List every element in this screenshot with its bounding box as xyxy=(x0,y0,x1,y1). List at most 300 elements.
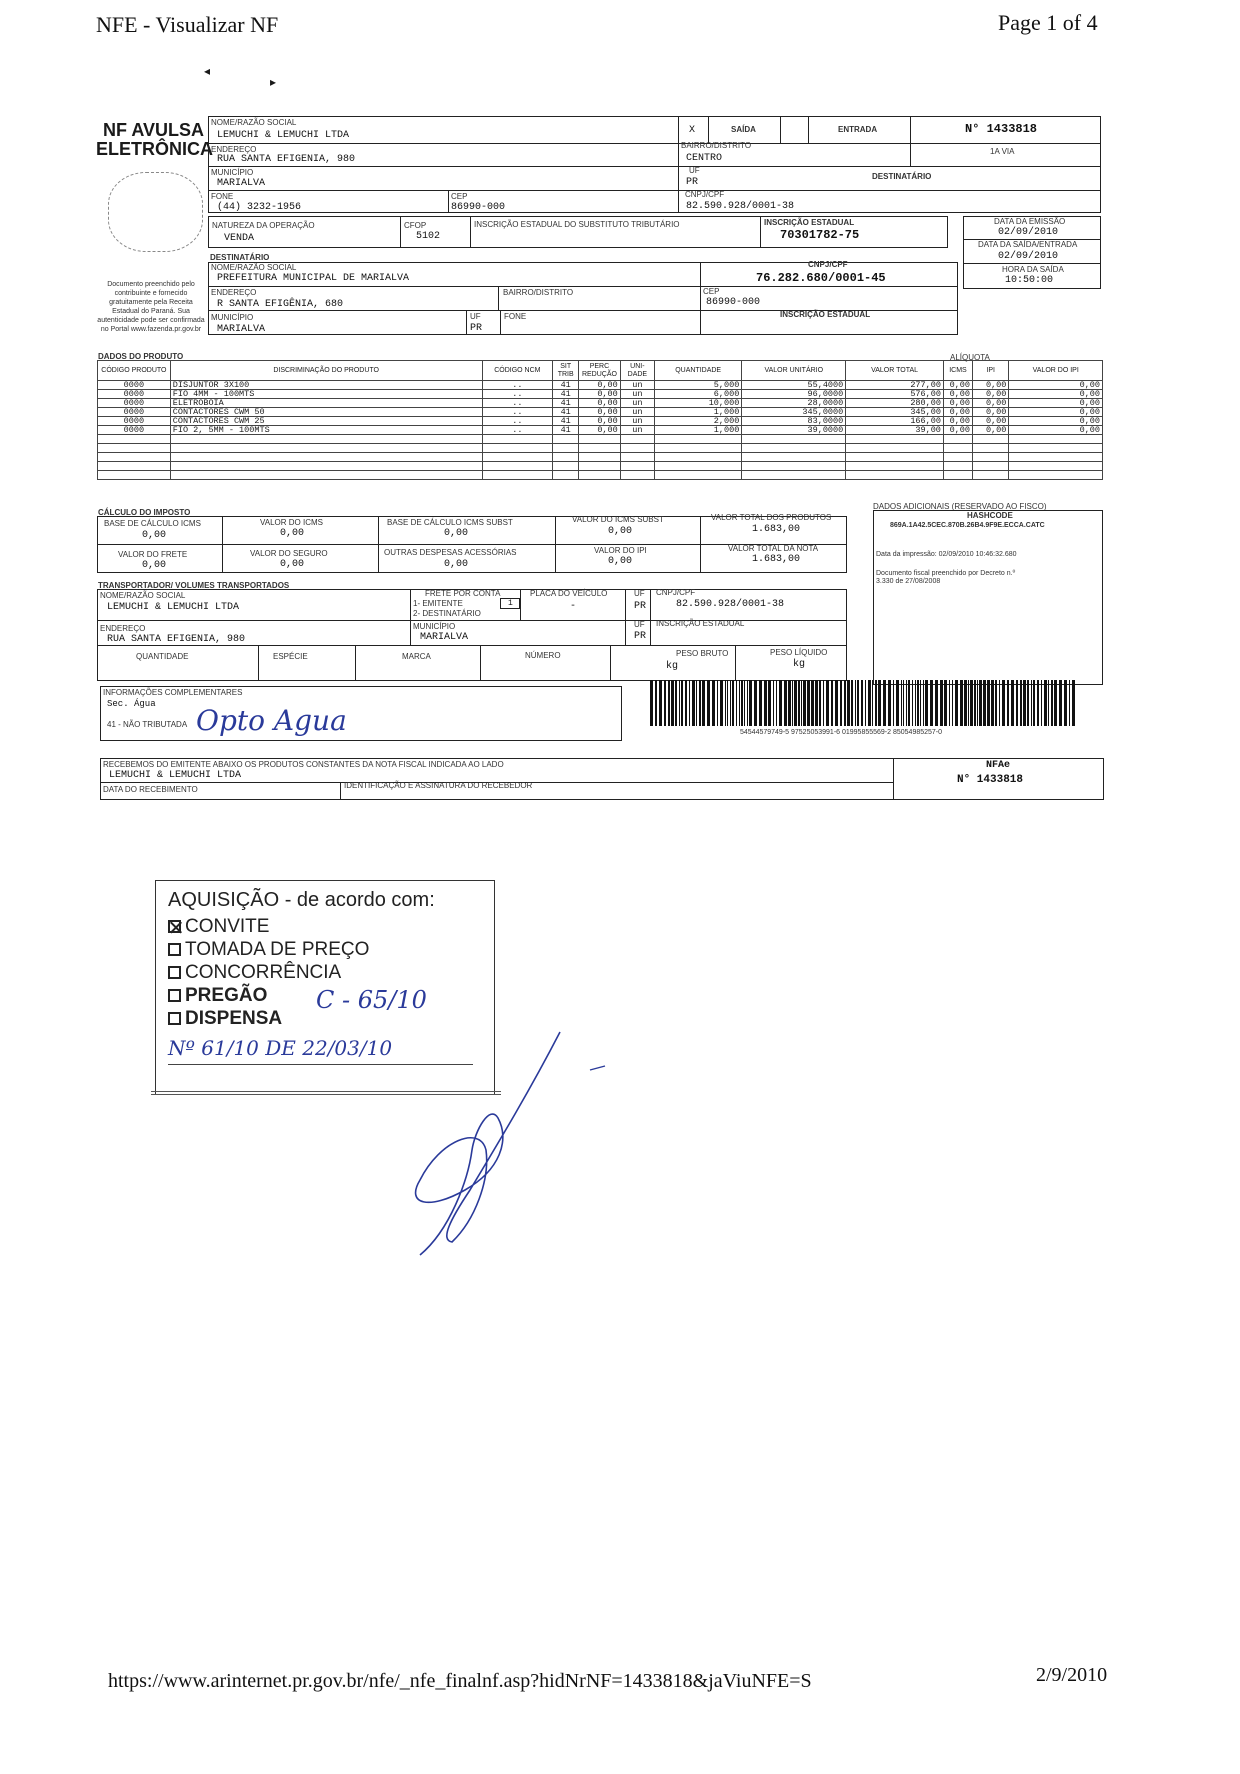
cell-desc: CONTACTORES CWM 25 xyxy=(170,417,482,426)
emitente-municipio: MARIALVA xyxy=(217,178,266,189)
valor-seguro: 0,00 xyxy=(280,559,305,570)
empty-row xyxy=(98,435,1103,444)
operacao-ie: 70301782-75 xyxy=(780,228,860,242)
cell-codigo: 0000 xyxy=(98,399,171,408)
cell-un: un xyxy=(620,417,654,426)
barcode-bar xyxy=(1069,680,1070,726)
cell-perc: 0,00 xyxy=(579,381,621,390)
calculo-imposto-title: CÁLCULO DO IMPOSTO xyxy=(98,508,191,517)
barcode-bar xyxy=(699,680,701,726)
dados-produto-title: DADOS DO PRODUTO xyxy=(98,352,184,361)
barcode-bar xyxy=(773,680,774,726)
label-transp-uf2: UF xyxy=(634,620,645,629)
barcode-bar xyxy=(930,680,933,726)
empty-row xyxy=(98,453,1103,462)
cell-ncm: .. xyxy=(482,426,553,435)
peso-bruto: kg xyxy=(666,661,679,672)
barcode-bar xyxy=(725,680,726,726)
transportador-title: TRANSPORTADOR/ VOLUMES TRANSPORTADOS xyxy=(98,581,290,590)
cell-vipi: 0,00 xyxy=(1009,381,1103,390)
barcode-bar xyxy=(1016,680,1018,726)
barcode-bar xyxy=(903,680,904,726)
barcode-bar xyxy=(983,680,986,726)
barcode-bar xyxy=(1002,680,1005,726)
barcode-bar xyxy=(681,680,683,726)
decreto-note: Documento fiscal preenchido por Decreto n.º 3.330 de 27/08/2008 xyxy=(876,570,1016,585)
via: 1A VIA xyxy=(990,147,1015,156)
label-cfop: CFOP xyxy=(404,221,427,230)
page-indicator: Page 1 of 4 xyxy=(998,10,1098,35)
barcode-bar xyxy=(987,680,990,726)
label-saida: SAÍDA xyxy=(731,125,756,134)
barcode-bar xyxy=(811,680,814,726)
cell-un: un xyxy=(620,390,654,399)
barcode-bar xyxy=(977,680,978,726)
barcode-bar xyxy=(868,680,871,726)
frete-value: 1 xyxy=(508,599,513,608)
label-base-icms: BASE DE CÁLCULO ICMS xyxy=(104,519,201,528)
barcode-bar xyxy=(720,680,723,726)
label-dest-cep: CEP xyxy=(703,287,720,296)
barcode-bar xyxy=(655,680,657,726)
cell-unit: 39,0000 xyxy=(742,426,846,435)
label-municipio: MUNICÍPIO xyxy=(211,168,254,177)
barcode-bar xyxy=(925,680,928,726)
barcode-bar xyxy=(878,680,881,726)
label-transp-nome: NOME/RAZÃO SOCIAL xyxy=(100,591,186,600)
cell-sit: 41 xyxy=(553,399,579,408)
barcode-bar xyxy=(888,680,891,726)
barcode-bar xyxy=(807,680,810,726)
doc-title-line1: NF AVULSA xyxy=(103,120,204,140)
produtos-header-cell: PERC REDUÇÃO xyxy=(579,361,621,381)
barcode-bar xyxy=(754,680,757,726)
valor-frete: 0,00 xyxy=(142,560,167,571)
cell-un: un xyxy=(620,408,654,417)
label-cnpj: CNPJ/CPF xyxy=(685,190,725,199)
label-data-recebimento: DATA DO RECEBIMENTO xyxy=(103,785,198,794)
barcode-bar xyxy=(883,680,886,726)
barcode-bar xyxy=(1031,680,1032,726)
label-hashcode: HASHCODE xyxy=(967,511,1013,520)
stamp-code: C - 65/10 xyxy=(316,986,427,1014)
barcode-bar xyxy=(875,680,877,726)
stamp-title: AQUISIÇÃO - de acordo com: xyxy=(168,889,435,911)
cell-vipi: 0,00 xyxy=(1009,390,1103,399)
footer-date: 2/9/2010 xyxy=(1036,1664,1108,1686)
cell-desc: CONTACTORES CWM 50 xyxy=(170,408,482,417)
cell-desc: FIO 4MM - 100MTS xyxy=(170,390,482,399)
cell-desc: ELETROBOIA xyxy=(170,399,482,408)
label-frete-conta: FRETE POR CONTA xyxy=(425,589,501,598)
cell-ipi: 0,00 xyxy=(973,417,1009,426)
label-endereco: ENDEREÇO xyxy=(211,145,257,154)
cell-ipi: 0,00 xyxy=(973,390,1009,399)
label-nfae: NFAe xyxy=(986,760,1011,771)
barcode-bar xyxy=(768,680,771,726)
label-transp-uf: UF xyxy=(634,589,645,598)
barcode-bar xyxy=(798,680,800,726)
cell-ncm: .. xyxy=(482,417,553,426)
empty-row xyxy=(98,444,1103,453)
emitente-endereco: RUA SANTA EFIGENIA, 980 xyxy=(217,154,356,165)
cell-unit: 96,0000 xyxy=(742,390,846,399)
emitente-cnpj: 82.590.928/0001-38 xyxy=(686,201,795,212)
barcode-bar xyxy=(776,680,777,726)
cell-icms: 0,00 xyxy=(943,417,972,426)
barcode-bar xyxy=(696,680,697,726)
label-base-subst: BASE DE CÁLCULO ICMS SUBST xyxy=(387,518,513,527)
cell-un: un xyxy=(620,426,654,435)
cell-vipi: 0,00 xyxy=(1009,417,1103,426)
barcode-bar xyxy=(917,680,919,726)
barcode-bar xyxy=(912,680,913,726)
placa: - xyxy=(570,601,577,612)
barcode-bar xyxy=(792,680,793,726)
transp-cnpj: 82.590.928/0001-38 xyxy=(676,599,785,610)
barcode-bar xyxy=(949,680,950,726)
cell-unit: 55,4000 xyxy=(742,381,846,390)
operacao-natureza: VENDA xyxy=(224,233,255,244)
label-transp-endereco: ENDEREÇO xyxy=(100,624,146,633)
label-transp-cnpj: CNPJ/CPF xyxy=(656,588,696,597)
barcode-bar xyxy=(741,680,743,726)
produtos-header-cell: CÓDIGO NCM xyxy=(482,361,553,381)
barcode-bar xyxy=(689,680,690,726)
side-note: Documento preenchido pelo contribuinte e fornecido gratuitamente pela Receita Estadual do Paraná. Sua autenticidade pode ser confirmada no Portal www.fazenda.pr.gov.br xyxy=(97,281,205,333)
barcode-bar xyxy=(1020,680,1022,726)
checkbox-icon xyxy=(168,989,181,1002)
barcode-bar xyxy=(970,680,973,726)
barcode-bar xyxy=(835,680,838,726)
cell-total: 576,00 xyxy=(846,390,944,399)
cell-unit: 83,0000 xyxy=(742,417,846,426)
label-frete: VALOR DO FRETE xyxy=(118,550,188,559)
cell-sit: 41 xyxy=(553,408,579,417)
recibo-numero: N° 1433818 xyxy=(957,774,1024,786)
produtos-header-cell: VALOR UNITÁRIO xyxy=(742,361,846,381)
produtos-header-cell: CÓDIGO PRODUTO xyxy=(98,361,171,381)
doc-title-line2: ELETRÔNICA xyxy=(96,139,213,159)
barcode-bar xyxy=(896,680,899,726)
label-fone: FONE xyxy=(211,192,234,201)
barcode-bar xyxy=(739,680,740,726)
barcode-bar xyxy=(815,680,818,726)
barcode-bar xyxy=(819,680,821,726)
barcode-bar xyxy=(893,680,894,726)
label-total-nota: VALOR TOTAL DA NOTA xyxy=(728,544,819,553)
complementares-line1: Sec. Água xyxy=(107,699,156,709)
recibo-nome: LEMUCHI & LEMUCHI LTDA xyxy=(109,770,242,781)
label-data-emissao: DATA DA EMISSÃO xyxy=(994,217,1066,226)
cell-sit: 41 xyxy=(553,417,579,426)
table-row xyxy=(98,426,1103,435)
cell-perc: 0,00 xyxy=(579,417,621,426)
barcode-bar xyxy=(935,680,938,726)
barcode-bar xyxy=(659,680,662,726)
cell-ncm: .. xyxy=(482,390,553,399)
produtos-header-cell: DISCRIMINAÇÃO DO PRODUTO xyxy=(170,361,482,381)
cell-qtd: 5,000 xyxy=(655,381,742,390)
transp-endereco: RUA SANTA EFIGENIA, 980 xyxy=(107,634,246,645)
emitente-cep: 86990-000 xyxy=(451,202,506,213)
cell-sit: 41 xyxy=(553,426,579,435)
label-entrada: ENTRADA xyxy=(838,125,878,134)
base-icms: 0,00 xyxy=(142,530,167,541)
cell-vipi: 0,00 xyxy=(1009,399,1103,408)
barcode-bar xyxy=(1059,680,1062,726)
cell-ipi: 0,00 xyxy=(973,399,1009,408)
destinatario-municipio: MARIALVA xyxy=(217,324,266,335)
checkbox-icon xyxy=(168,966,181,979)
cell-codigo: 0000 xyxy=(98,426,171,435)
handwritten-note: Opto Agua xyxy=(196,704,347,737)
barcode-bar xyxy=(823,680,824,726)
cell-un: un xyxy=(620,399,654,408)
cell-vipi: 0,00 xyxy=(1009,408,1103,417)
barcode-bar xyxy=(671,680,674,726)
label-hora-saida: HORA DA SAÍDA xyxy=(1002,265,1064,274)
cell-un: un xyxy=(620,381,654,390)
cell-perc: 0,00 xyxy=(579,426,621,435)
barcode-bar xyxy=(1027,680,1029,726)
label-dest-nome: NOME/RAZÃO SOCIAL xyxy=(211,263,297,272)
cell-vipi: 0,00 xyxy=(1009,426,1103,435)
label-dest-municipio: MUNICÍPIO xyxy=(211,313,254,322)
barcode-bar xyxy=(915,680,916,726)
barcode-bar xyxy=(999,680,1000,726)
barcode-bar xyxy=(861,680,863,726)
cell-codigo: 0000 xyxy=(98,390,171,399)
barcode-bar xyxy=(1054,680,1057,726)
barcode-bar xyxy=(801,680,802,726)
barcode-bar xyxy=(1033,680,1035,726)
state-seal-icon xyxy=(108,172,203,252)
barcode-bar xyxy=(908,680,910,726)
barcode-bar xyxy=(784,680,787,726)
label-recebemos: RECEBEMOS DO EMITENTE ABAIXO OS PRODUTOS CONSTANTES DA NOTA FISCAL INDICADA AO LADO xyxy=(103,760,504,769)
cell-sit: 41 xyxy=(553,390,579,399)
cell-total: 277,00 xyxy=(846,381,944,390)
cell-ncm: .. xyxy=(482,408,553,417)
footer-url[interactable]: https://www.arinternet.pr.gov.br/nfe/_nfe_finalnf.asp?hidNrNF=1433818&jaViuNFE=S xyxy=(108,1670,812,1692)
cell-perc: 0,00 xyxy=(579,390,621,399)
barcode-bar xyxy=(865,680,866,726)
produtos-header-cell: UNI-DADE xyxy=(620,361,654,381)
label-valor-icms: VALOR DO ICMS xyxy=(260,518,323,527)
cell-total: 280,00 xyxy=(846,399,944,408)
cell-codigo: 0000 xyxy=(98,408,171,417)
base-subst: 0,00 xyxy=(444,528,469,539)
barcode-bar xyxy=(979,680,982,726)
transp-municipio: MARIALVA xyxy=(420,632,469,643)
label-cep: CEP xyxy=(451,192,468,201)
produtos-header-cell: SIT TRIB xyxy=(553,361,579,381)
produtos-header-cell: ICMS xyxy=(943,361,972,381)
saida-mark: X xyxy=(689,125,696,136)
cell-codigo: 0000 xyxy=(98,381,171,390)
barcode-bar xyxy=(685,680,687,726)
barcode xyxy=(650,680,1078,726)
cell-ncm: .. xyxy=(482,399,553,408)
label-uf: UF xyxy=(689,166,700,175)
cell-desc: FIO 2, 5MM - 100MTS xyxy=(170,426,482,435)
barcode-bar xyxy=(664,680,666,726)
cell-ncm: .. xyxy=(482,381,553,390)
barcode-bar xyxy=(851,680,853,726)
label-natureza: NATUREZA DA OPERAÇÃO xyxy=(212,221,315,230)
barcode-bar xyxy=(940,680,943,726)
barcode-bar xyxy=(906,680,907,726)
label-dest-ie: INSCRIÇÃO ESTADUAL xyxy=(780,310,871,319)
dados-adicionais-title: DADOS ADICIONAIS (RESERVADO AO FISCO) xyxy=(873,502,1047,511)
barcode-bar xyxy=(1007,680,1009,726)
cell-qtd: 6,000 xyxy=(655,390,742,399)
cell-qtd: 1,000 xyxy=(655,408,742,417)
valor-icms: 0,00 xyxy=(280,528,305,539)
barcode-bar xyxy=(759,680,762,726)
barcode-bar xyxy=(788,680,791,726)
destinatario-endereco: R SANTA EFIGÊNIA, 680 xyxy=(217,299,344,310)
barcode-bar xyxy=(712,680,715,726)
label-seguro: VALOR DO SEGURO xyxy=(250,549,328,558)
produtos-header-cell: IPI xyxy=(973,361,1009,381)
cell-ipi: 0,00 xyxy=(973,408,1009,417)
transp-uf: PR xyxy=(634,601,647,612)
barcode-bar xyxy=(901,680,902,726)
label-ie: INSCRIÇÃO ESTADUAL xyxy=(764,218,855,227)
barcode-bar xyxy=(744,680,745,726)
barcode-bar xyxy=(749,680,752,726)
barcode-bar xyxy=(855,680,856,726)
emitente-fone: (44) 3232-1956 xyxy=(217,202,302,213)
barcode-bar xyxy=(964,680,967,726)
barcode-bar xyxy=(847,680,850,726)
destinatario-nome: PREFEITURA MUNICIPAL DE MARIALVA xyxy=(217,273,410,284)
page-title: NFE - Visualizar NF xyxy=(96,12,279,37)
barcode-bar xyxy=(844,680,846,726)
label-valor-subst: VALOR DO ICMS SUBST xyxy=(572,515,664,524)
destinatario-cnpj: 76.282.680/0001-45 xyxy=(756,271,886,285)
barcode-bar xyxy=(872,680,873,726)
adicionais-box xyxy=(873,510,1103,685)
empty-row xyxy=(98,462,1103,471)
checked-box-icon xyxy=(168,920,181,933)
barcode-bar xyxy=(991,680,994,726)
barcode-bar xyxy=(707,680,710,726)
hora-saida: 10:50:00 xyxy=(1005,275,1054,286)
emitente-nome: LEMUCHI & LEMUCHI LTDA xyxy=(217,130,350,141)
label-aliquota: ALÍQUOTA xyxy=(950,353,990,362)
cell-codigo: 0000 xyxy=(98,417,171,426)
stamp-numero: Nº 61/10 DE 22/03/10 xyxy=(168,1036,393,1060)
cell-qtd: 1,000 xyxy=(655,426,742,435)
barcode-bar xyxy=(944,680,947,726)
produtos-header-cell: VALOR TOTAL xyxy=(846,361,944,381)
label-dest-endereco: ENDEREÇO xyxy=(211,288,257,297)
label-ie-subst: INSCRIÇÃO ESTADUAL DO SUBSTITUTO TRIBUTÁRIO xyxy=(474,220,680,229)
label-especie: ESPÉCIE xyxy=(273,652,308,661)
empty-row xyxy=(98,471,1103,480)
produtos-header-cell: VALOR DO IPI xyxy=(1009,361,1103,381)
cell-icms: 0,00 xyxy=(943,390,972,399)
label-bairro: BAIRRO/DISTRITO xyxy=(681,141,752,150)
produtos-header-cell: QUANTIDADE xyxy=(655,361,742,381)
stray-mark: ▸ xyxy=(270,75,277,89)
total-nota: 1.683,00 xyxy=(752,554,801,565)
destinatario-cep: 86990-000 xyxy=(706,297,761,308)
barcode-bar xyxy=(920,680,921,726)
barcode-bar xyxy=(732,680,734,726)
label-nome: NOME/RAZÃO SOCIAL xyxy=(211,118,297,127)
barcode-number: 54544579749-5 97525053991-6 01995855569-2 85054985257-0 xyxy=(740,729,943,736)
cell-unit: 28,0000 xyxy=(742,399,846,408)
frete-opcao-destinatario: 2- DESTINATÁRIO xyxy=(413,609,481,618)
data-saida: 02/09/2010 xyxy=(998,251,1059,262)
valor-outras: 0,00 xyxy=(444,559,469,570)
data-emissao: 02/09/2010 xyxy=(998,227,1059,238)
barcode-bar xyxy=(679,680,680,726)
checkbox-icon xyxy=(168,943,181,956)
barcode-bar xyxy=(650,680,653,726)
peso-liquido: kg xyxy=(793,659,806,670)
cell-perc: 0,00 xyxy=(579,399,621,408)
cell-icms: 0,00 xyxy=(943,399,972,408)
label-ipi: VALOR DO IPI xyxy=(594,546,647,555)
label-info-complementares: INFORMAÇÕES COMPLEMENTARES xyxy=(103,688,243,697)
label-data-saida: DATA DA SAÍDA/ENTRADA xyxy=(978,240,1078,249)
barcode-bar xyxy=(736,680,737,726)
label-transp-municipio: MUNICÍPIO xyxy=(413,622,456,631)
label-marca: MARCA xyxy=(402,652,431,661)
barcode-bar xyxy=(668,680,670,726)
barcode-bar xyxy=(1011,680,1014,726)
barcode-bar xyxy=(1064,680,1067,726)
label-total-produtos: VALOR TOTAL DOS PRODUTOS xyxy=(711,513,832,522)
barcode-bar xyxy=(702,680,705,726)
stamp-item-convite: CONVITE xyxy=(168,916,269,938)
label-dest-fone: FONE xyxy=(504,312,527,321)
cell-total: 166,00 xyxy=(846,417,944,426)
label-peso-bruto: PESO BRUTO xyxy=(676,649,729,658)
complementares-line2: 41 - NÃO TRIBUTADA xyxy=(107,720,188,729)
stray-mark: ◂ xyxy=(204,64,211,78)
barcode-bar xyxy=(1023,680,1026,726)
cell-icms: 0,00 xyxy=(943,408,972,417)
emitente-uf: PR xyxy=(686,177,699,188)
checkbox-icon xyxy=(168,1012,181,1025)
produtos-header-row xyxy=(98,361,1103,381)
emitente-bairro: CENTRO xyxy=(686,153,723,164)
barcode-bar xyxy=(840,680,842,726)
cell-perc: 0,00 xyxy=(579,408,621,417)
stamp-item-tomada: TOMADA DE PREÇO xyxy=(168,939,369,961)
frete-opcao-emitente: 1- EMITENTE xyxy=(413,599,463,608)
stamp-item-dispensa: DISPENSA xyxy=(168,1008,282,1030)
barcode-bar xyxy=(1072,680,1075,726)
barcode-bar xyxy=(1044,680,1047,726)
barcode-bar xyxy=(794,680,797,726)
barcode-bar xyxy=(717,680,718,726)
stamp-item-pregao: PREGÃO xyxy=(168,985,267,1007)
label-peso-liquido: PESO LÍQUIDO xyxy=(770,648,828,657)
label-outras: OUTRAS DESPESAS ACESSÓRIAS xyxy=(384,548,517,557)
valor-ipi: 0,00 xyxy=(608,556,633,567)
signature xyxy=(380,1030,640,1260)
cell-desc: DISJUNTOR 3X100 xyxy=(170,381,482,390)
transportador-nome: LEMUCHI & LEMUCHI LTDA xyxy=(107,602,240,613)
nf-numero: N° 1433818 xyxy=(965,122,1038,136)
